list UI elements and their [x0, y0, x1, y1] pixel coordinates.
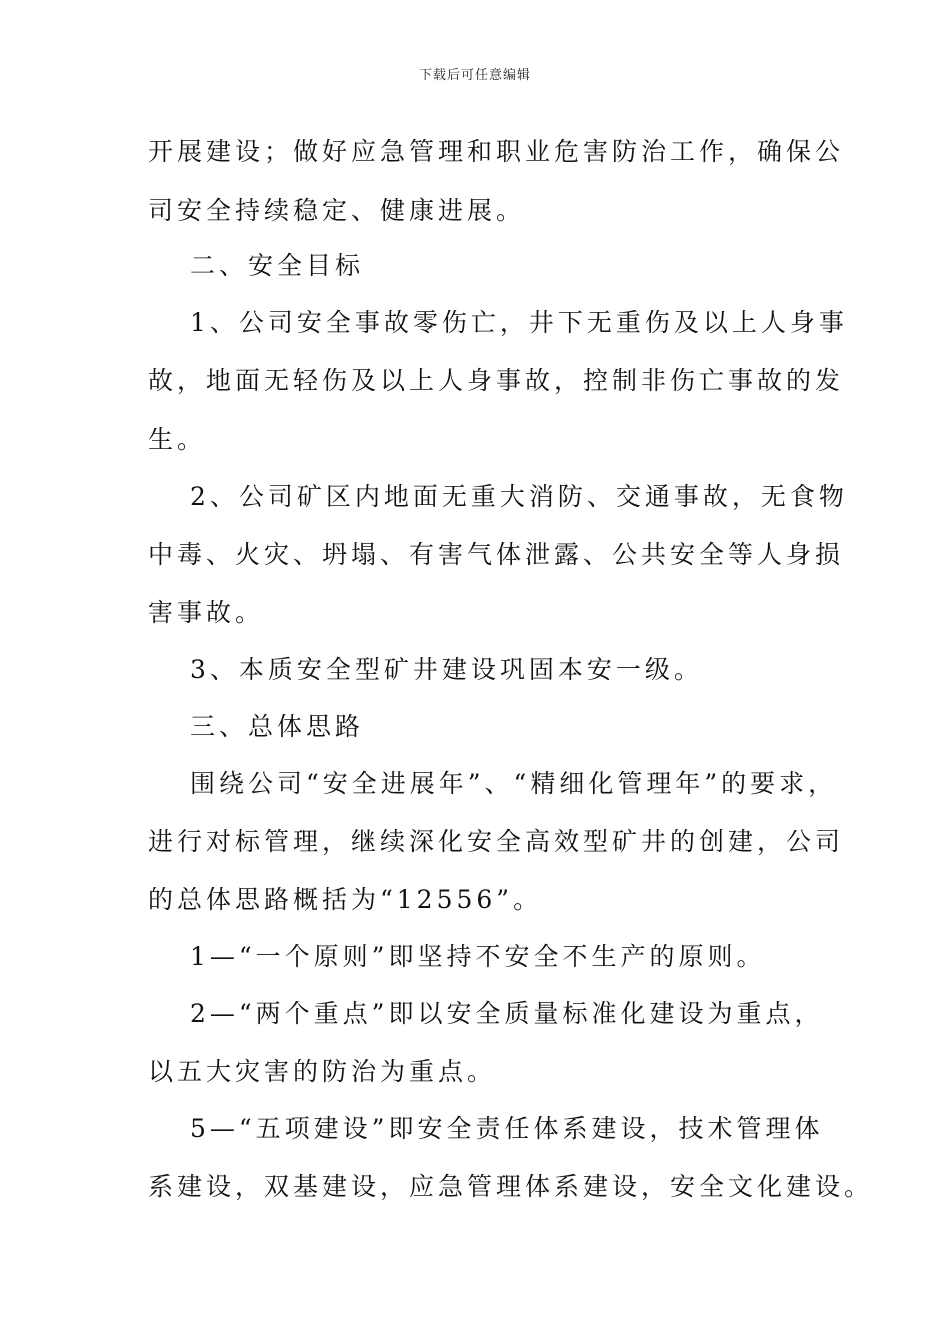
- page-header: 下载后可任意编辑: [418, 68, 531, 83]
- section-heading: 三、总体思路: [190, 712, 365, 741]
- paragraph-line: 故，地面无轻伤及以上人身事故，控制非伤亡事故的发: [148, 366, 845, 395]
- paragraph-line: 2、公司矿区内地面无重大消防、交通事故，无食物: [190, 482, 848, 511]
- paragraph-line: 中毒、火灾、坍塌、有害气体泄露、公共安全等人身损: [148, 540, 845, 569]
- paragraph-line: 2—“两个重点”即以安全质量标准化建设为重点，: [190, 999, 824, 1028]
- paragraph-line: 害事故。: [148, 598, 265, 627]
- paragraph-line: 3、本质安全型矿井建设巩固本安一级。: [190, 655, 703, 684]
- paragraph-line: 开展建设；做好应急管理和职业危害防治工作，确保公: [148, 137, 845, 166]
- paragraph-line: 1、公司安全事故零伤亡，井下无重伤及以上人身事: [190, 308, 848, 337]
- paragraph-line: 以五大灾害的防治为重点。: [148, 1057, 497, 1086]
- paragraph-line: 1—“一个原则”即坚持不安全不生产的原则。: [190, 942, 766, 971]
- paragraph-line: 5—“五项建设”即安全责任体系建设，技术管理体: [190, 1114, 824, 1143]
- paragraph-line: 司安全持续稳定、健康进展。: [148, 196, 526, 225]
- paragraph-line: 围绕公司“安全进展年”、“精细化管理年”的要求，: [190, 769, 838, 798]
- paragraph-line: 的总体思路概括为“12556”。: [148, 885, 543, 914]
- section-heading: 二、安全目标: [190, 251, 365, 280]
- paragraph-line: 进行对标管理，继续深化安全高效型矿井的创建，公司: [148, 827, 845, 856]
- paragraph-line: 生。: [148, 425, 207, 454]
- paragraph-line: 系建设，双基建设，应急管理体系建设，安全文化建设。: [148, 1172, 874, 1201]
